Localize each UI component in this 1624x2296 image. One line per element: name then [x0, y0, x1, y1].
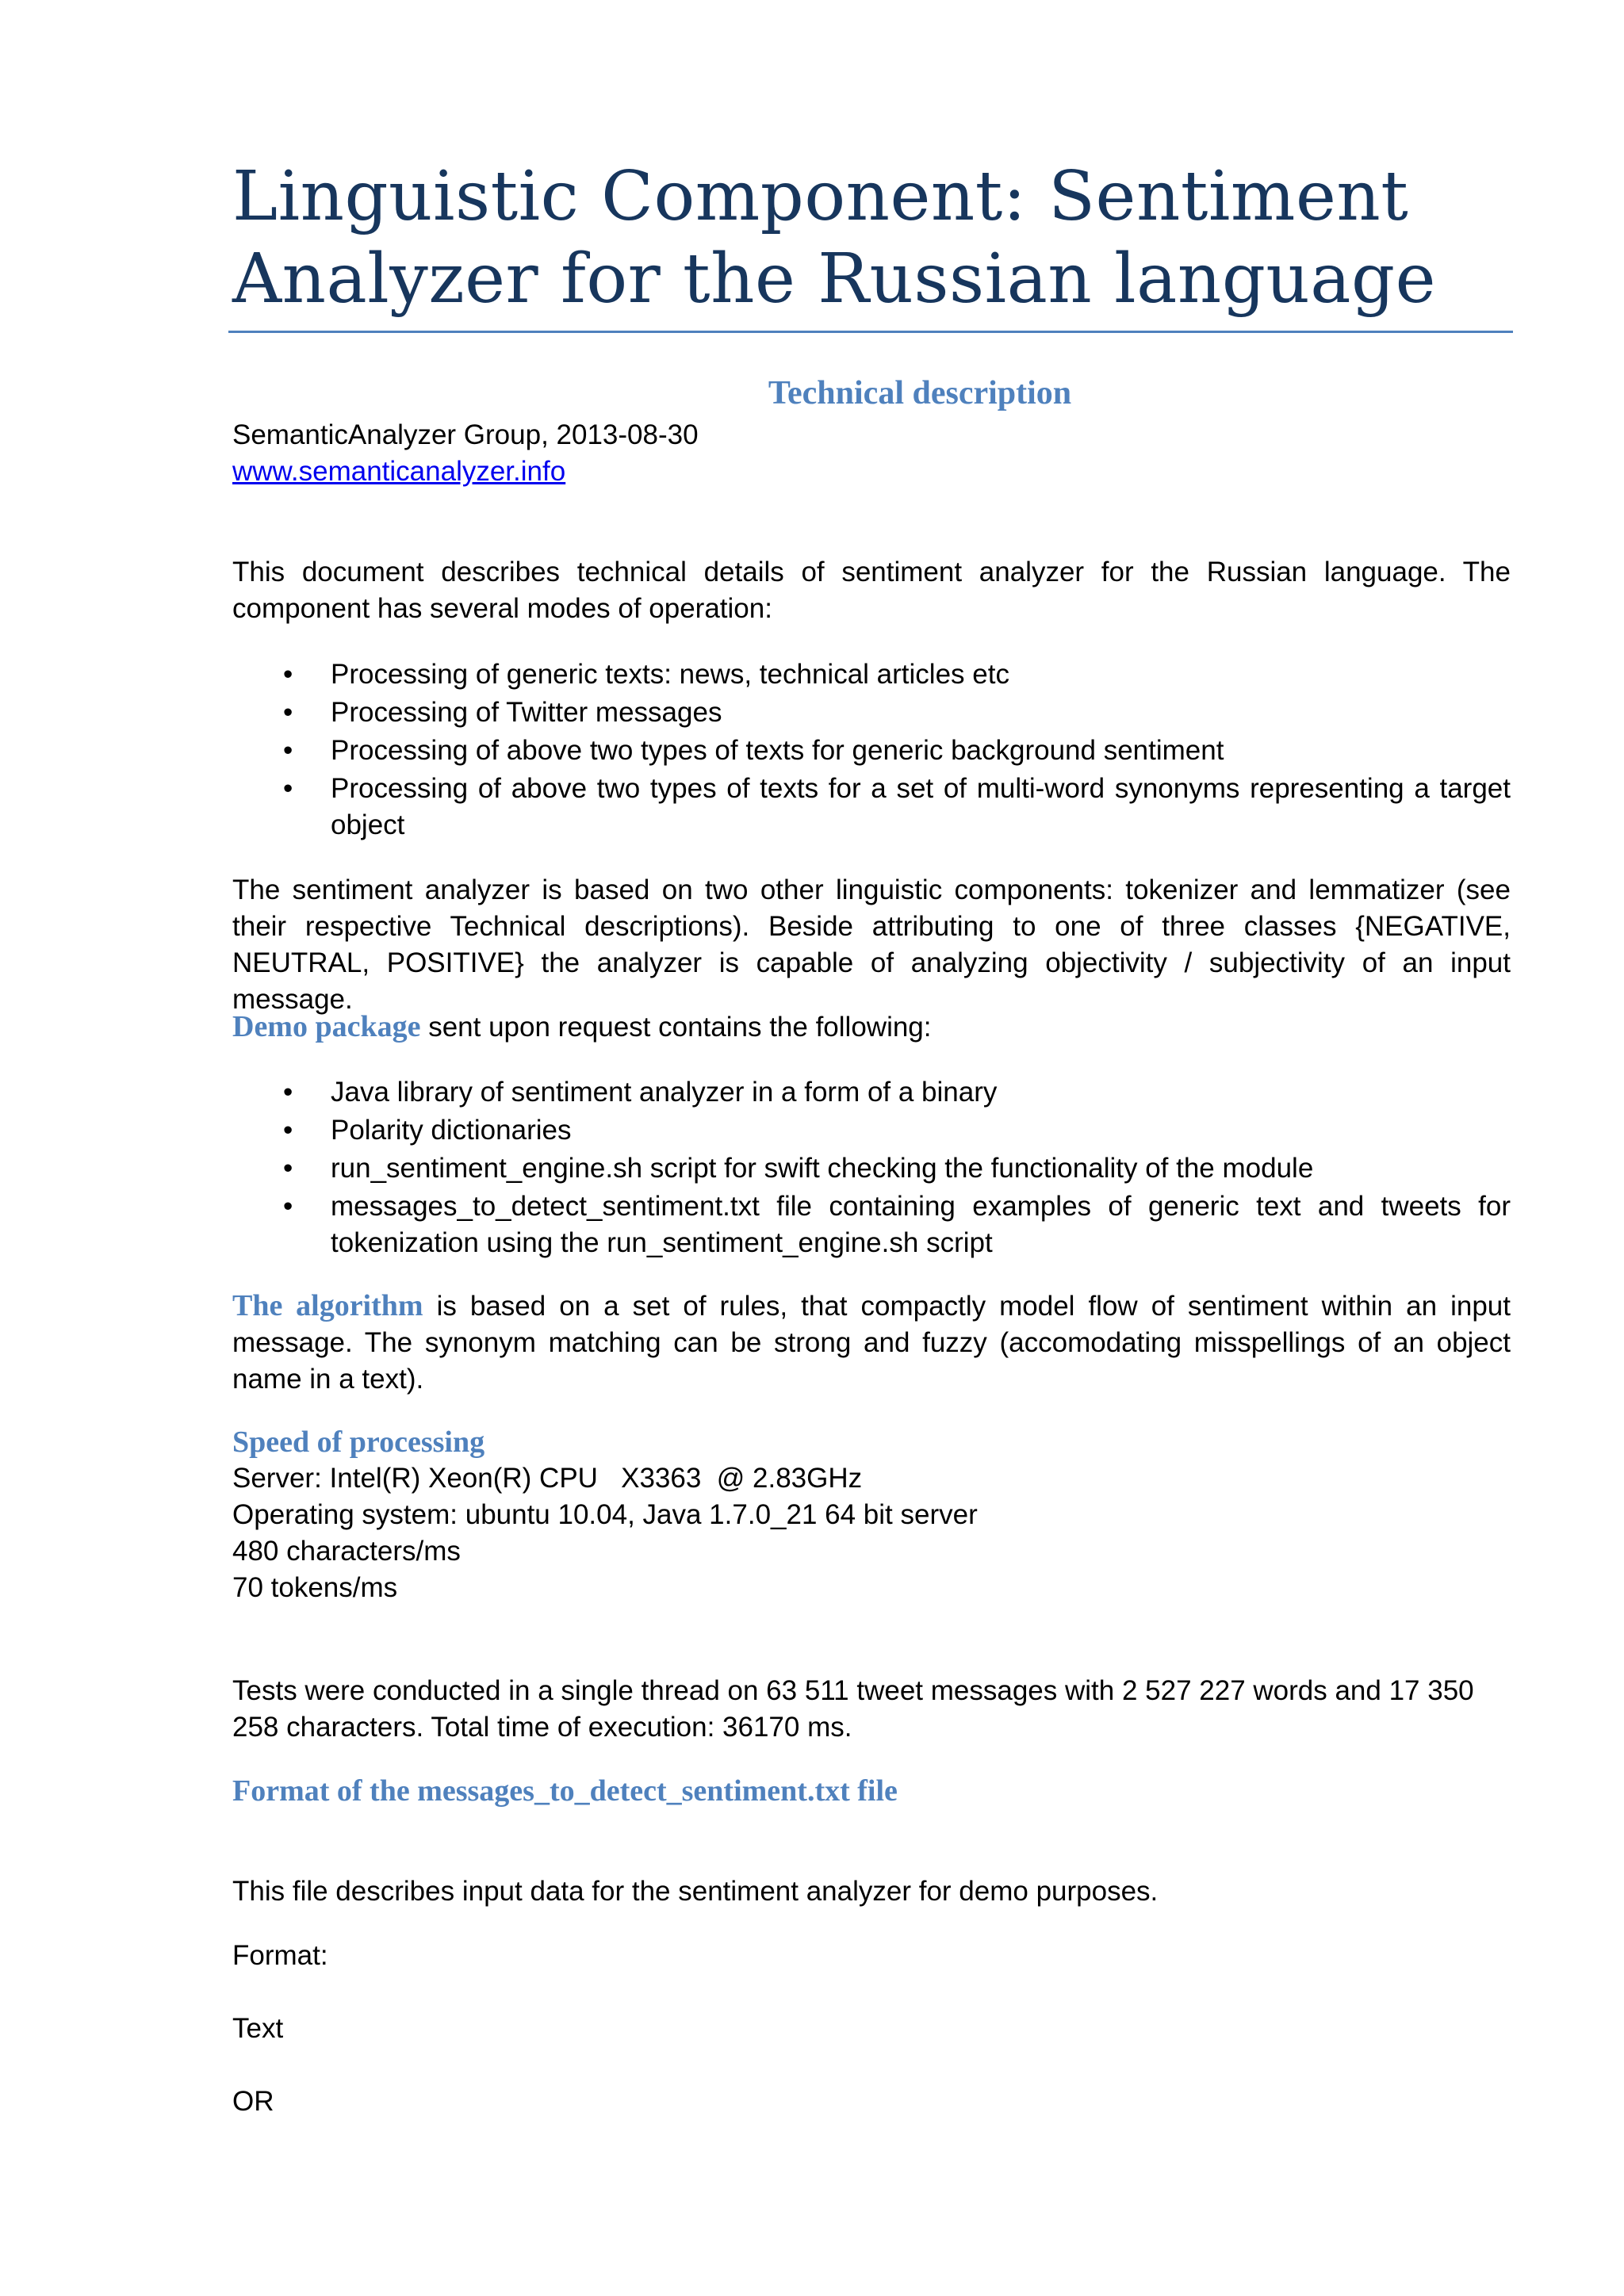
speed-heading: Speed of processing	[232, 1425, 485, 1459]
speed-line: Operating system: ubuntu 10.04, Java 1.7.0_21 64 bit server	[232, 1499, 978, 1530]
tests-paragraph: Tests were conducted in a single thread on 63 511 tweet messages with 2 527 227 words and 17 350 258 characters. Total time of execution: 36170 ms.	[232, 1675, 1474, 1743]
speed-line: Server: Intel(R) Xeon(R) CPU X3363 @ 2.83GHz	[232, 1463, 863, 1494]
demo-list	[232, 1074, 1511, 1263]
bullet-icon: •	[283, 773, 293, 804]
website-link[interactable]: www.semanticanalyzer.info	[232, 456, 566, 487]
bullet-icon: •	[283, 1191, 293, 1222]
document-subtitle: Technical description	[768, 375, 1072, 411]
format-description: This file describes input data for the sentiment analyzer for demo purposes.	[232, 1876, 1159, 1907]
list-item: • run_sentiment_engine.sh script for swift checking the functionality of the module	[232, 1150, 1511, 1187]
format-or: OR	[232, 2086, 274, 2117]
list-item: • Processing of Twitter messages	[232, 695, 1511, 731]
algorithm-text: is based on a set of rules, that compactly model flow of sentiment within an input message. The synonym matching can be strong and fuzzy (accomodating misspellings of an object name in a text).	[232, 1291, 1511, 1395]
list-item: • Polarity dictionaries	[232, 1112, 1511, 1149]
list-item: • messages_to_detect_sentiment.txt file containing examples of generic text and tweets for tokenization using the run_sentiment_engine.sh script	[232, 1188, 1511, 1261]
list-item: • Java library of sentiment analyzer in a form of a binary	[232, 1074, 1511, 1111]
bullet-icon: •	[283, 659, 293, 690]
demo-heading: Demo package	[232, 1010, 421, 1043]
basis-paragraph: The sentiment analyzer is based on two other linguistic components: tokenizer and lemmatizer (see their respective Technical descriptions). Beside attributing to one of three classes {NEGATIVE, NEUTRAL, POSITIVE} the analyzer is capable of analyzing objectivity / subjectivity of an input message.	[232, 874, 1511, 1015]
demo-text: sent upon request contains the following:	[420, 1012, 932, 1043]
algorithm-paragraph	[232, 1288, 1511, 1398]
bullet-icon: •	[283, 1077, 293, 1108]
list-item: • Processing of above two types of texts for a set of multi-word synonyms representing a target object	[232, 771, 1511, 844]
bullet-icon: •	[283, 697, 293, 728]
format-heading: Format of the messages_to_detect_sentiment.txt file	[232, 1774, 898, 1808]
speed-line: 70 tokens/ms	[232, 1572, 398, 1603]
speed-heading-line	[232, 1424, 1511, 1461]
format-heading-line	[232, 1773, 1511, 1810]
algorithm-heading: The algorithm	[232, 1289, 423, 1322]
bullet-icon: •	[283, 735, 293, 766]
list-item: • Processing of generic texts: news, technical articles etc	[232, 656, 1511, 693]
document-title: Linguistic Component: Sentiment Analyzer for the Russian language	[232, 157, 1436, 319]
author-line: SemanticAnalyzer Group, 2013-08-30	[232, 419, 699, 450]
format-label: Format:	[232, 1940, 328, 1971]
speed-line: 480 characters/ms	[232, 1536, 461, 1567]
website-link-line	[232, 453, 1511, 490]
intro-paragraph: This document describes technical details of sentiment analyzer for the Russian language. The component has several modes of operation:	[232, 557, 1511, 624]
bullet-icon: •	[283, 1153, 293, 1184]
format-text: Text	[232, 2013, 284, 2044]
title-divider	[228, 331, 1513, 333]
bullet-icon: •	[283, 1115, 293, 1146]
list-item: • Processing of above two types of texts for generic background sentiment	[232, 733, 1511, 769]
demo-paragraph	[232, 1008, 1511, 1046]
modes-list	[232, 656, 1511, 845]
